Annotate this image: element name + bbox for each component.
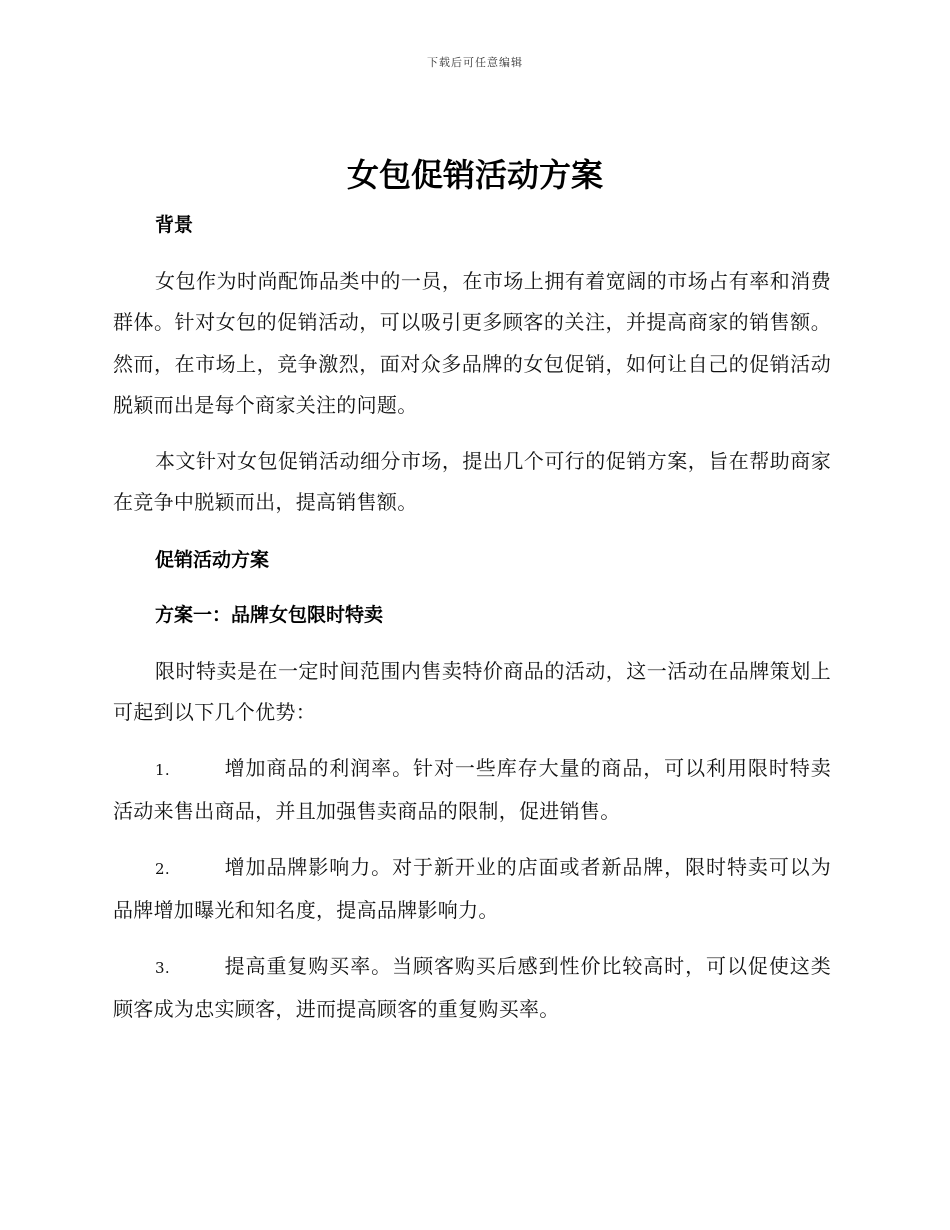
plan1-heading: 方案一：品牌女包限时特卖 bbox=[155, 604, 384, 626]
list-item-number: 2. bbox=[155, 859, 170, 878]
list-item bbox=[113, 748, 831, 833]
background-paragraph-2: 本文针对女包促销活动细分市场，提出几个可行的促销方案，旨在帮助商家在竞争中脱颖而出，提高销售额。 bbox=[113, 448, 831, 514]
list-item-text: 提高重复购买率。当顾客购买后感到性价比较高时，可以促使这类顾客成为忠实顾客，进而提高顾客的重复购买率。 bbox=[113, 953, 831, 1021]
list-item-text: 增加品牌影响力。对于新开业的店面或者新品牌，限时特卖可以为品牌增加曝光和知名度，提高品牌影响力。 bbox=[113, 854, 831, 922]
plan1-intro: 限时特卖是在一定时间范围内售卖特价商品的活动，这一活动在品牌策划上可起到以下几个优势： bbox=[113, 658, 831, 724]
page-title: 女包促销活动方案 bbox=[346, 156, 603, 194]
plans-heading: 促销活动方案 bbox=[155, 548, 270, 571]
background-paragraph-1: 女包作为时尚配饰品类中的一员，在市场上拥有着宽阔的市场占有率和消费群体。针对女包的促销活动，可以吸引更多顾客的关注，并提高商家的销售额。然而，在市场上，竞争激烈，面对众多品牌的女包促销，如何让自己的促销活动脱颖而出是每个商家关注的问题。 bbox=[113, 268, 831, 417]
background-heading: 背景 bbox=[155, 214, 194, 236]
list-item bbox=[113, 847, 831, 932]
list-item bbox=[113, 946, 831, 1031]
list-item-text: 增加商品的利润率。针对一些库存大量的商品，可以利用限时特卖活动来售出商品，并且加强售卖商品的限制，促进销售。 bbox=[113, 755, 831, 823]
header-note: 下载后可任意编辑 bbox=[427, 56, 523, 69]
list-item-number: 1. bbox=[155, 760, 170, 779]
list-item-number: 3. bbox=[155, 958, 170, 977]
document-body bbox=[113, 203, 831, 1045]
